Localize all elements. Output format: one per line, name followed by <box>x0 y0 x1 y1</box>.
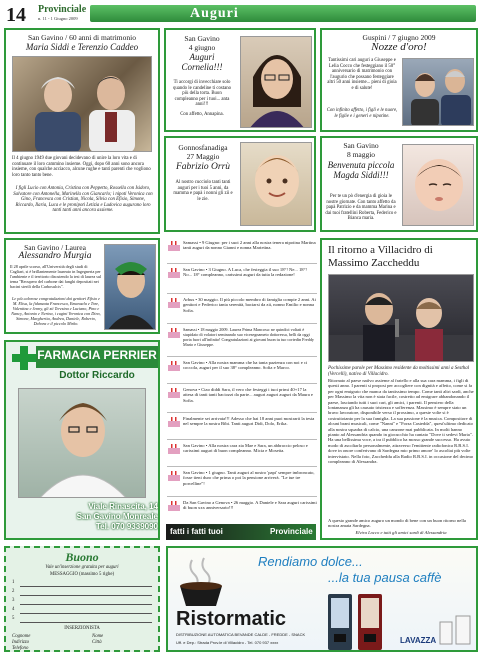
divider <box>167 293 317 294</box>
box-heading: Guspini / 7 giugno 2009 <box>362 33 436 42</box>
wedding-closing: I figli Lucio con Antonia, Cristina con Peppetto, Rossella con Isidoro, Salvatore con Antonella, Marinella con Giancarlo; i nipoti Veronica con Gino, Francesca con Cristian, Nicola, Silvia con Efisio, Simone, Riccardo, Ilaria, Luca e le pronipoti Letizia e Ludovica augurano loro tanti tanti anni ancora assieme. <box>13 186 153 214</box>
birth-magda-box <box>320 136 478 232</box>
divider <box>167 466 317 467</box>
wish-text: San Gavino • 1 giugno. Tanti auguri al nostro 'papi' sempre imbroncato, fosse tieni duro che prima o poi la pensione arriverà. "Le tue tre porcelline"! <box>183 470 315 486</box>
name: Auguri Cornelia!!! <box>181 52 223 72</box>
wish-text: Genova • Ciao diddi Sara, il vero che festeggi i tuoi primi 40+17 la attesa di tanti tanti baciozzi da parte... auguri auguri auguri da Maura e Sofia. <box>183 387 313 403</box>
couple-illustration <box>403 59 474 126</box>
ristormatic-ad <box>166 546 478 652</box>
section-title: Auguri <box>190 6 239 21</box>
baby-photo <box>402 144 474 226</box>
birthday-cornelia-box <box>164 28 316 132</box>
vending-machine-icon <box>358 594 382 650</box>
pharmacist-photo <box>18 388 146 498</box>
wish-text: San Gavino • Alla nostra mamma che ha tanta pazienza con noi e ci coccola, auguri per il suo 38° compleanno. Sofia e Marco. <box>183 360 308 371</box>
cornelia-photo <box>240 36 312 128</box>
message-line-5[interactable] <box>20 622 152 623</box>
wish-text: Samassi • 9 Giugno: per i suoi 2 anni alla nostra tenera nipotina Martina tanti auguri da nonno Gianni e nonna Marietina. <box>183 240 316 251</box>
place: San Gavino <box>343 141 379 150</box>
divider <box>167 412 317 413</box>
ad-tagline: Rendiamo dolce... <box>258 554 363 569</box>
coupon-subtitle: Vale un'inserzione gratuita per auguri <box>45 565 119 570</box>
ad-brand: Ristormatic <box>176 608 287 630</box>
cake-icon <box>167 327 181 339</box>
coupon-form <box>4 546 160 652</box>
date: 8 maggio <box>346 150 376 159</box>
portrait-illustration <box>241 37 312 128</box>
birthday-text: Ti accorgi di invecchiare solo quando le candeline ti costano più della torta. Buon compleanno per i tuoi... anta anni!!! <box>172 80 232 108</box>
phone-label: Telefono <box>12 646 29 651</box>
pharmacy-ad <box>4 340 160 540</box>
message-line-1[interactable] <box>20 586 152 587</box>
city-label: Città <box>92 640 102 645</box>
cups-icon <box>438 608 472 648</box>
name: Fabrizio Orrù <box>175 162 231 172</box>
graduation-closing: Le più calorose congratulazioni dai genitori Efisio e M. Elisa, la fidanzata Francesca, Emanuela e Tore, Valentina e Jenny, gli zii Teresina e Luciano, Pino e Nancy, Antonio e Nerina, i cugini Veronica con Dino, Simone, Margherita, Andrea, Daniele, Roberto, Debora e il piccolo Mirko. <box>11 296 101 326</box>
cake-icon <box>167 470 181 482</box>
cake-icon <box>167 360 181 372</box>
fabrizio-photo <box>240 142 312 226</box>
pharmacy-city: San Gavino Monreale <box>76 512 158 521</box>
couple-illustration <box>13 57 152 152</box>
page-number: 14 <box>6 4 26 26</box>
graduation-box <box>4 238 160 334</box>
place: Gonnosfanadiga <box>178 143 228 152</box>
child-illustration <box>241 143 312 226</box>
box-heading: San Gavino / Laurea <box>24 243 86 252</box>
ad-description: DISTRIBUZIONE AUTOMATICA BEVANDE CALDE - FREDDE - SNACK <box>176 632 306 637</box>
closing: Con affetto, Annapina. <box>180 112 224 117</box>
graduate-photo <box>104 244 156 330</box>
name-label: Nome <box>92 634 104 639</box>
wedding-text: Il 4 giugno 1949 due giovani decidevano di unire la loro vita e di continuare il loro cammino insieme. Oggi, dopo 60 anni sono ancora insieme, con qualche acciacco, alcune rughe e tanti parenti che vogliono loro tanto tanto bene. <box>12 156 151 178</box>
wish-item <box>167 297 317 313</box>
date: 4 giugno <box>188 43 216 52</box>
wish-item <box>167 500 317 511</box>
divider <box>167 439 317 440</box>
wish-text: San Gavino • Alla nostra cara zia Mae e Sara, un abbraccio peloso e carissimi auguri di buon compleanno. Micia e Mosetta. <box>183 443 308 454</box>
address-label: Indirizzo <box>12 640 30 645</box>
article-photo <box>328 274 474 362</box>
golden-couple-photo <box>402 58 474 126</box>
pharmacy-cross-icon <box>12 346 36 370</box>
partner-logo: LAVAZZA <box>400 636 437 645</box>
graduate-name: Alessandro Murgia <box>18 251 92 261</box>
cake-icon <box>167 500 181 512</box>
ribbon-right: Provinciale <box>270 527 313 536</box>
wish-item <box>167 267 317 278</box>
graduate-illustration <box>105 245 156 330</box>
vending-machine-icon <box>328 594 352 650</box>
line-number: 4 <box>12 607 15 612</box>
radio-studio-illustration <box>329 275 474 362</box>
coupon-title: Buono <box>65 550 99 564</box>
divider <box>167 496 317 497</box>
box-heading: San Gavino / 60 anni di matrimonio <box>28 33 136 42</box>
section-bar <box>90 5 476 22</box>
golden-text: Tantissimi cari auguri a Giuseppe e Lelia Cocco che festeggiano il 50° anniversario di matrimonio con l'augurio che possano festeggiare altri 50 anni insieme... pieni di gioia e di salute! <box>327 58 397 91</box>
golden-closing: Con infinito affetto, i figli e le nuore, le figlie e i generi e nipotine. <box>326 108 398 119</box>
graduation-text: Il 28 aprile scorso, all'Università degli studi di Cagliari, si è brillantemente laureato in Ingegneria per l'ambiente e il territorio discutendo la tesi di laurea sul tema "Recupero del carbone dai fanghi depositati nei bacini sterili della Carbosulcis". <box>10 264 102 289</box>
line-number: 1 <box>12 580 15 585</box>
cake-icon <box>167 416 181 428</box>
article-box <box>320 238 478 540</box>
pharmacy-address: Viale Rinascita, 14 <box>88 502 158 511</box>
wish-item <box>167 443 317 454</box>
article-signature: Elvira Locco e tutti gli amici sardi di Alessandria <box>355 530 447 535</box>
wish-item <box>167 387 317 403</box>
article-body: Ritornato al paese natìvo assieme al fratello e alla sua cara mamma, i figli di questi anno. I parenti si proposi per accogliere con dignità e affetto, come si fa per ogni emigrato che manca da tantissimo tempo. Come tanti altri sardi, anche per Massimo la vita non è stata facile, costretto ad emigrare abbandonando il paese, lasciando tutti i suoi cari, gli amici, i parenti. Il pensiero della lontananza gli ha causato tristezza e sofferenza. Massimo è sempre stato un bravo lavoratore, disponibile verso il prossimo, a queste volte si è costruitotanto per la sua famiglia. La sua passione è la musica. Compositore di alcuni brani musicali, come "Nanni" e "Forza Castedda", quest'ultimo dedicato alla nostra squadra di calcio, una canzone mai pubblicata. In molti hanno pianto ad Alessandria quando in giocucchio ha cantato "Dove ti sedevi Maria". Ha una bellissima voce, a tra il pubblico ha mosso grande successo. Ha avuto modo di ascoltarlo personalmente, attraverso l'emittente radiofonica R.B.S.I. dove in onore conferivano di Sardegna mio primo amore' lo ascoltai più volte intervistato. Nella foto, Zaccheddu alla Radio R.B.S.I. in occasione del decimo compleanno di Alessandra. <box>328 378 474 465</box>
coffee-cup-icon <box>176 554 226 610</box>
divider <box>167 323 317 324</box>
birthday-text: Al nostro cucciolo tanti tanti auguri per i tuoi 5 anni, da mamma e papà i nonni gli zii e le zie. <box>173 180 233 202</box>
article-lead: Pochissime parole per Massimo residente da moltissimi anni a Sesthal (Vercelli), nativo di Villacidro. <box>328 366 470 377</box>
article-closing: A questo grande amico auguro un mondo di bene con un buon ritorno nella nostra amata Sardegna. <box>328 518 466 529</box>
wish-item <box>167 470 317 486</box>
ad-tagline-2: ...la tua pausa caffè <box>328 570 442 585</box>
cake-icon <box>167 387 181 399</box>
pharmacy-phone: Tel. 070 9339090 <box>95 522 158 531</box>
cake-icon <box>167 443 181 455</box>
line-number: 3 <box>12 598 15 603</box>
wedding-anniversary-box <box>4 28 160 234</box>
ad-address: Uff. e Dep.: Strada Prov.le di Villacidro - Tel. 070 937 xxxx <box>176 640 279 645</box>
couple-names: Maria Siddi e Terenzio Caddeo <box>25 42 139 52</box>
birthday-fabrizio-box <box>164 136 316 232</box>
wish-text: San Gavino • 3 Giugno. A Luca, che festeggia il suo 18°! Ne... 18°! No... 18° compleanno, carissimi auguri da tutta la redazione! <box>183 267 307 278</box>
cake-icon <box>167 297 181 309</box>
newspaper-logo: Provinciale <box>38 4 87 15</box>
wish-text: Da San Gavino a Genova • 26 maggio. A Daniele e Sara auguri carissimi di buon xxx anniversario!!! <box>183 500 317 511</box>
title: Nozze d'oro! <box>371 41 427 53</box>
message-line-2[interactable] <box>20 595 152 596</box>
title: Benvenuta piccola Magda Siddi!!! <box>327 160 395 180</box>
couple-photo <box>12 56 152 152</box>
divider <box>167 356 317 357</box>
pharmacist-illustration <box>19 389 146 498</box>
baby-illustration <box>403 145 474 226</box>
divider <box>167 263 317 264</box>
cake-icon <box>167 240 181 252</box>
insert-label: INSERZIONISTA <box>64 626 100 631</box>
divider <box>167 383 317 384</box>
wish-item <box>167 327 317 347</box>
surname-label: Cognome <box>12 634 31 639</box>
article-title: Il ritorno a Villacidro di Massimo Zaccheddu <box>328 244 433 269</box>
message-line-3[interactable] <box>20 604 152 605</box>
line-number: 5 <box>12 616 15 621</box>
wish-item <box>167 416 317 427</box>
pharmacy-title: FARMACIA PERRIER <box>37 348 157 362</box>
coupon-instructions: MESSAGGIO (massimo 5 righe) <box>49 572 115 577</box>
issue-info: n. 11 - 1 Giugno 2009 <box>38 16 78 21</box>
line-number: 2 <box>12 589 15 594</box>
cake-icon <box>167 267 181 279</box>
message-line-4[interactable] <box>20 613 152 614</box>
birth-text: Per te un pò d'energia di gioia le nostre giornate. Con tanto affetto da papà Patrizio e da mamma Marina e dai tuoi fratellini Roberta, Federico e Bianca maria. <box>325 194 397 222</box>
wish-item <box>167 360 317 371</box>
date: 27 Maggio <box>186 152 220 161</box>
wish-item <box>167 240 317 251</box>
ribbon-left: fatti i fatti tuoi <box>170 527 223 536</box>
wish-text: Finalmente sei arrivata!!! Adesso che hai 18 anni puoi mostrarti la testa nel sempre la nostra Bibi. Tanti auguri Didi, Dolo, Erika. <box>183 416 315 427</box>
wish-text: Samassi • 18 maggio 2009. Laurea Prima Mancosu: ne quindici voltati è stupidaio di volatori seminando suo vicesegnameto dottoressa, belli da oggi porta fuori all'infinito! Congratulazioni ai giovani buon tu tuo cortedin Freddy Mario e Giuseppe. <box>183 327 315 347</box>
golden-wedding-box <box>320 28 478 132</box>
place: San Gavino <box>184 34 220 43</box>
pharmacy-subtitle: Dottor Riccardo <box>59 370 135 381</box>
wish-text: Arbus • 30 maggio. Il più piccolo membro di famiglia compie 2 anni. Ai genitori e Federico tanta serenità, baciarsi da zii, nonno Emilio e nonna Sofia. <box>183 297 316 313</box>
